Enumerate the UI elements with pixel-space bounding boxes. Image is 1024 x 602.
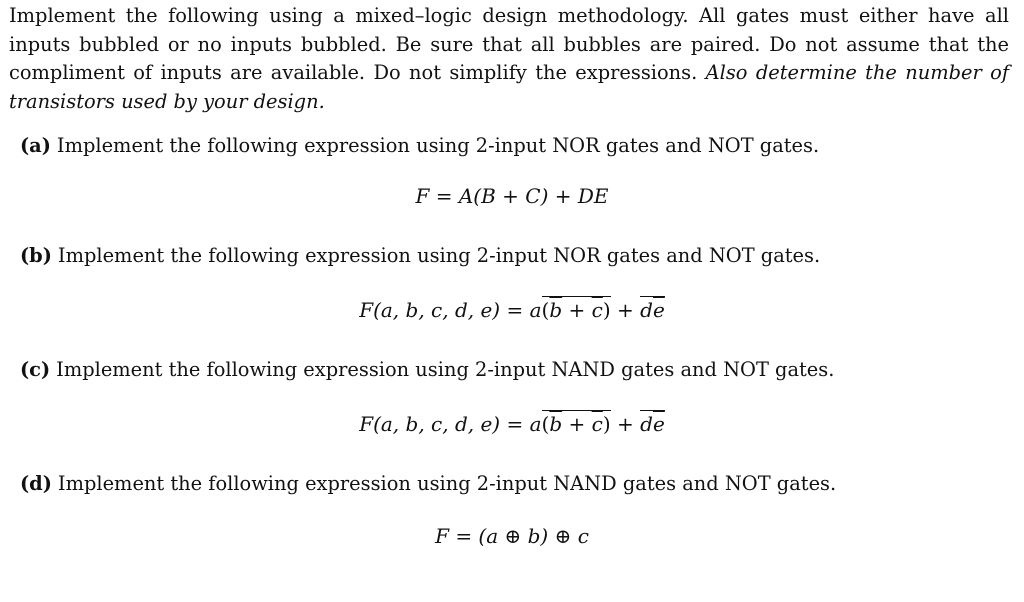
part-label: (b)	[20, 244, 52, 267]
var-d: d	[640, 412, 653, 436]
var-c-bar: $\overline{c}$	[591, 298, 603, 322]
equation-lhs: F(a, b, c, d, e) =	[359, 298, 530, 322]
var-c-bar: $\overline{c}$	[591, 412, 603, 436]
var-d: d	[640, 298, 653, 322]
negated-sum	[542, 296, 611, 322]
part-text: Implement the following expression using 2-input NOR gates and NOT gates.	[56, 134, 820, 157]
part-label: (d)	[20, 472, 52, 495]
var-b-bar: $\overline{b}$	[549, 298, 563, 322]
var-e-bar: $\overline{e}$	[652, 412, 665, 436]
plus-sign: +	[562, 412, 592, 436]
intro-text: Implement the following using a mixed–logic design methodology. All gates must either have all inputs bubbled or no inputs bubbled. Be sure that all bubbles are paired. Do not assume that the compliment of inputs are available. Do not simplify the expressions.	[9, 4, 1009, 84]
equation-a: F = A(B + C) + DE	[415, 184, 609, 208]
part-text: Implement the following expression using 2-input NOR gates and NOT gates.	[57, 244, 821, 267]
paren-close: )	[602, 412, 611, 436]
negated-sum	[542, 410, 611, 436]
paren-open: (	[541, 412, 550, 436]
negated-product	[640, 410, 665, 436]
paren-close: )	[602, 298, 611, 322]
or-sign: +	[610, 298, 641, 322]
part-a	[20, 133, 1010, 159]
part-text: Implement the following expression using 2-input NAND gates and NOT gates.	[56, 358, 835, 381]
part-text: Implement the following expression using 2-input NAND gates and NOT gates.	[57, 472, 837, 495]
equation-lhs: F(a, b, c, d, e) =	[359, 412, 530, 436]
var-a: a	[529, 298, 542, 322]
var-e-bar: $\overline{e}$	[652, 298, 665, 322]
part-label: (c)	[20, 358, 51, 381]
equation-b	[0, 296, 1024, 324]
negated-product	[640, 296, 665, 322]
paren-open: (	[541, 298, 550, 322]
part-label: (a)	[20, 134, 51, 157]
problem-intro	[9, 2, 1009, 116]
or-sign: +	[610, 412, 641, 436]
var-a: a	[529, 412, 542, 436]
var-b-bar: $\overline{b}$	[549, 412, 563, 436]
part-c	[20, 357, 1010, 383]
intro-italic-text: Also determine the number of transistors used by your design.	[9, 61, 1009, 113]
equation-d: F = (a ⊕ b) ⊕ c	[435, 524, 589, 548]
equation-c	[0, 410, 1024, 438]
plus-sign: +	[562, 298, 592, 322]
part-d	[20, 471, 1010, 497]
part-b	[20, 243, 1010, 269]
